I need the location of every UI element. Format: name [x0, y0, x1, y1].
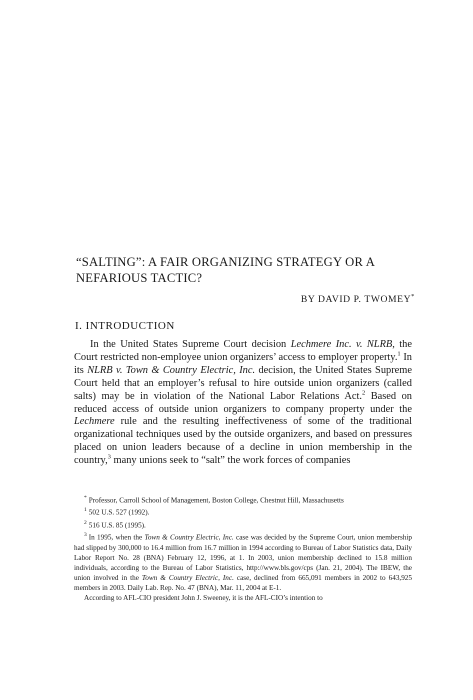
footnote-number: 2	[84, 519, 87, 526]
footnote-text: case was decided by the Supreme Court, union membership had slipped by 300,000 to 16.4 million from 16.7 million in 1994 according to Bureau of Labor Statistics data, Daily Labor Report No. 28 (BNA) February 12, 1996, at 1. In 2003, union membership declined to 15.8 million individuals, according to the Bureau of Labor Statistics, http://www.bls.gov/cps (Jan. 21, 2004). The IBEW, the union involved in the	[74, 533, 412, 583]
footnote-3	[74, 530, 412, 593]
footnote-author	[74, 493, 412, 505]
intro-paragraph	[74, 339, 412, 468]
body-span: , the Court restricted non-employee union organizers’ access to employer property.	[74, 339, 412, 363]
footnote-2	[74, 518, 412, 530]
article-title	[76, 254, 416, 286]
case-citation: NLRB v. Town & Country Electric, Inc.	[87, 364, 256, 376]
author-footnote-marker: *	[411, 292, 415, 300]
title-line-2: NEFARIOUS TACTIC?	[76, 271, 203, 285]
section-heading: I. INTRODUCTION	[75, 320, 175, 332]
footnote-1	[74, 505, 412, 517]
footnote-3-continued: According to AFL-CIO president John J. Sweeney, it is the AFL-CIO’s intention to	[84, 594, 323, 603]
title-line-1: “SALTING”: A FAIR ORGANIZING STRATEGY OR A	[76, 255, 375, 269]
case-citation: Town & Country Electric, Inc.	[144, 533, 234, 542]
footnote-text: 516 U.S. 85 (1995).	[88, 521, 146, 530]
footnote-ref: 3	[107, 453, 111, 461]
body-text	[74, 339, 412, 468]
body-span: In the United States Supreme Court decision	[90, 339, 291, 350]
footnote-marker: *	[84, 495, 87, 501]
author-name: BY DAVID P. TWOMEY	[300, 294, 412, 305]
footnote-text: Professor, Carroll School of Management, Boston College, Chestnut Hill, Massachusetts	[88, 496, 344, 505]
footnote-text: In 1995, when the	[88, 533, 145, 542]
body-span: rule and the resulting ineffectiveness of some of the traditional organizational techniques used by the outside organizers, and based on pressures placed on union leaders because of a decline in union membership in the country,	[74, 416, 412, 467]
body-span: decision, the United States Supreme Court held that an employer’s refusal to hire outside union organizers (called salts) may be in violation of the National Labor Relations Act.	[74, 364, 412, 402]
footnote-ref: 2	[361, 389, 366, 397]
author-byline	[301, 294, 415, 305]
footnotes	[74, 493, 412, 604]
footnote-number: 3	[84, 532, 87, 539]
body-span: In its	[74, 351, 412, 376]
footnote-text: case, declined from 665,091 members in 2002 to 643,925 members in 2003. Daily Lab. Rep. No. 47 (BNA), Mar. 11, 2004 at E-1.	[74, 574, 412, 593]
body-span: Based on reduced access of outside union organizers to company property under the	[74, 390, 413, 415]
footnote-ref: 1	[397, 350, 401, 358]
case-citation: Town & Country Electric, Inc.	[141, 574, 234, 583]
body-span: many unions seek to “salt” the work forces of companies	[110, 455, 351, 467]
footnote-text: 502 U.S. 527 (1992).	[88, 508, 150, 517]
case-citation: Lechmere Inc. v. NLRB	[290, 339, 393, 350]
case-citation: Lechmere	[74, 416, 115, 428]
footnote-number: 1	[84, 507, 87, 514]
